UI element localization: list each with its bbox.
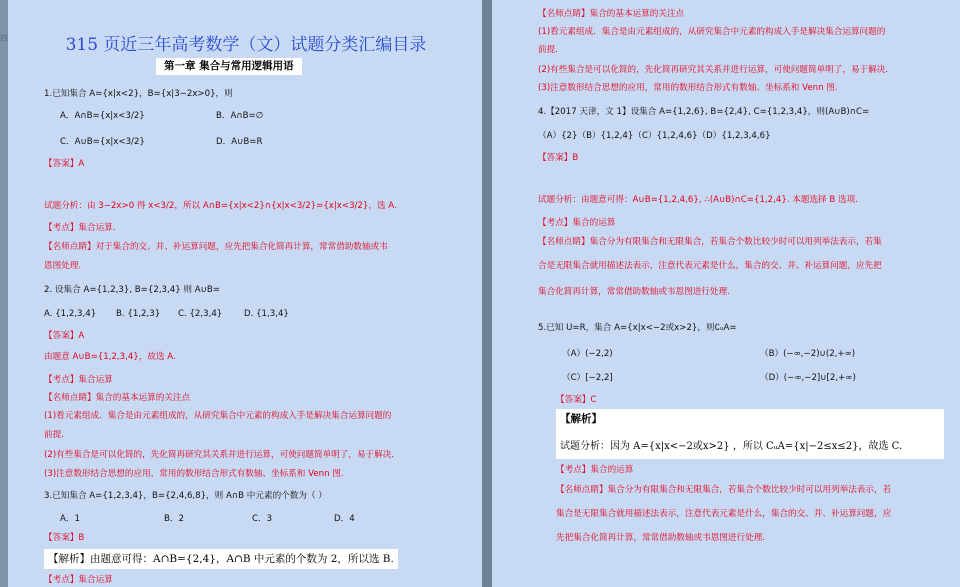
q5-option-a: （A）(−2,2)	[562, 349, 613, 359]
q3-option-b: B．2	[164, 514, 184, 524]
q5-stem: 5.已知 U=R，集合 A={x|x<−2或x>2}，则∁ᵤA=	[538, 323, 737, 333]
q5-mingshi-line1: 【名师点睛】集合分为有限集合和无限集合，若集合个数比较少时可以用列举法表示，若	[556, 485, 892, 495]
q5-answer: 【答案】C	[556, 395, 597, 405]
q3-option-c: C．3	[252, 514, 273, 524]
q4-options: （A）{2}（B）{1,2,4}（C）{1,2,4,6}（D）{1,2,3,4,6}	[538, 131, 771, 141]
q5-option-b: （B）(−∞,−2)∪(2,+∞)	[760, 349, 856, 359]
q5-option-d: （D）(−∞,−2]∪[2,+∞)	[760, 373, 856, 383]
q3-option-a: A．1	[60, 514, 80, 524]
q1-stem: 1.已知集合 A={x|x<2}，B={x|3−2x>0}，则	[44, 89, 233, 99]
page-marker-icon: ⊟	[0, 34, 8, 44]
q5-kaodian: 【考点】集合的运算	[556, 465, 634, 475]
q4-mingshi-line3: 集合化简再计算，常常借助数轴或韦恩图进行处理.	[538, 287, 730, 297]
q3-stem: 3.已知集合 A={1,2,3,4}，B={2,4,6,8}，则 A∩B 中元素的个数为（ ）	[44, 491, 327, 501]
q4-kaodian: 【考点】集合的运算	[538, 218, 616, 228]
document-title: 315 页近三年高考数学（文）试题分类汇编目录	[65, 35, 427, 55]
q2-point3: (3)注意数形结合思想的应用，常用的数形结合形式有数轴、坐标系和 Venn 图.	[44, 469, 344, 479]
q5-mingshi-line3: 先把集合化简再计算，常常借助数轴或韦恩图进行处理.	[556, 533, 765, 543]
q2-option-b: B. {1,2,3}	[116, 309, 161, 319]
q5-jiexi-analysis: 试题分析：因为 A={x|x<−2或x>2} ，所以 CᵤA={x|−2≤x≤2}，故选 C.	[560, 441, 903, 452]
q1-option-a: A．A∩B={x|x<3/2}	[60, 111, 145, 121]
document-page-left	[8, 0, 482, 587]
q3-jiexi-box: 【解析】由题意可得：A∩B={2,4}，A∩B 中元素的个数为 2，所以选 B.	[44, 549, 398, 569]
document-page-right	[492, 0, 960, 587]
r-point2: (2)有些集合是可以化简的，先化简再研究其关系并进行运算，可使问题简单明了，易于解决．	[538, 65, 894, 75]
q1-option-b: B．A∩B=∅	[216, 111, 264, 121]
q3-answer: 【答案】B	[44, 533, 85, 543]
q2-kaodian: 【考点】集合运算	[44, 375, 113, 385]
q1-mingshi-line2: 恩图处理.	[44, 261, 82, 271]
q1-answer: 【答案】A	[44, 159, 85, 169]
q4-stem: 4.【2017 天津，文 1】设集合 A={1,2,6}, B={2,4}, C={1,2,3,4}，则(A∪B)∩C=	[538, 107, 870, 117]
q2-analysis: 由题意 A∪B={1,2,3,4}，故选 A.	[44, 352, 176, 362]
q2-point1b: 前提．	[44, 430, 70, 440]
q2-option-d: D. {1,3,4}	[244, 309, 289, 319]
q1-option-d: D．A∪B=R	[216, 137, 263, 147]
page-gap	[482, 0, 492, 587]
r-point3: (3)注意数形结合思想的应用，常用的数形结合形式有数轴、坐标系和 Venn 图.	[538, 83, 838, 93]
chapter-heading: 第一章 集合与常用逻辑用语	[156, 58, 302, 75]
q2-point1a: (1)看元素组成．集合是由元素组成的，从研究集合中元素的构成入手是解决集合运算问题的	[44, 411, 392, 421]
q4-mingshi-line2: 合是无限集合就用描述法表示，注意代表元素是什么，集合的交、并、补运算问题，应先把	[538, 261, 882, 271]
q4-analysis: 试题分析：由题意可得：A∪B={1,2,4,6}, ∴(A∪B)∩C={1,2,4}. 本题选择 B 选项.	[538, 195, 858, 205]
r-mingshi-head: 【名师点睛】集合的基本运算的关注点	[538, 9, 685, 19]
q4-mingshi-line1: 【名师点睛】集合分为有限集合和无限集合，若集合个数比较少时可以用列举法表示，若集	[538, 237, 882, 247]
q1-option-c: C．A∪B={x|x<3/2}	[60, 137, 145, 147]
q2-option-c: C. {2,3,4}	[178, 309, 223, 319]
q2-mingshi-head: 【名师点睛】集合的基本运算的关注点	[44, 393, 191, 403]
q1-analysis: 试题分析：由 3−2x>0 得 x<3/2，所以 A∩B={x|x<2}∩{x|x<3/2}={x|x<3/2}，选 A.	[44, 201, 397, 211]
q2-answer: 【答案】A	[44, 331, 85, 341]
r-point1a: (1)看元素组成．集合是由元素组成的，从研究集合中元素的构成入手是解决集合运算问题的	[538, 27, 886, 37]
q5-option-c: （C）[−2,2]	[562, 373, 613, 383]
q5-mingshi-line2: 集合是无限集合就用描述法表示，注意代表元素是什么，集合的交、并、补运算问题，应	[556, 509, 892, 519]
q4-answer: 【答案】B	[538, 153, 579, 163]
q2-option-a: A. {1,2,3,4}	[44, 309, 97, 319]
q1-kaodian: 【考点】集合运算.	[44, 223, 116, 233]
q1-mingshi-line1: 【名师点睛】对于集合的交、并、补运算问题，应先把集合化简再计算，常常借助数轴或韦	[44, 242, 388, 252]
q2-point2: (2)有些集合是可以化简的，先化简再研究其关系并进行运算，可使问题简单明了，易于解决．	[44, 450, 400, 460]
q2-stem: 2. 设集合 A={1,2,3}, B={2,3,4} 则 A∪B=	[44, 285, 221, 295]
q5-jiexi-label: 【解析】	[560, 413, 602, 425]
q3-option-d: D．4	[334, 514, 355, 524]
r-point1b: 前提．	[538, 45, 564, 55]
q5-jiexi-box	[556, 409, 944, 459]
q3-kaodian: 【考点】集合运算	[44, 575, 113, 585]
